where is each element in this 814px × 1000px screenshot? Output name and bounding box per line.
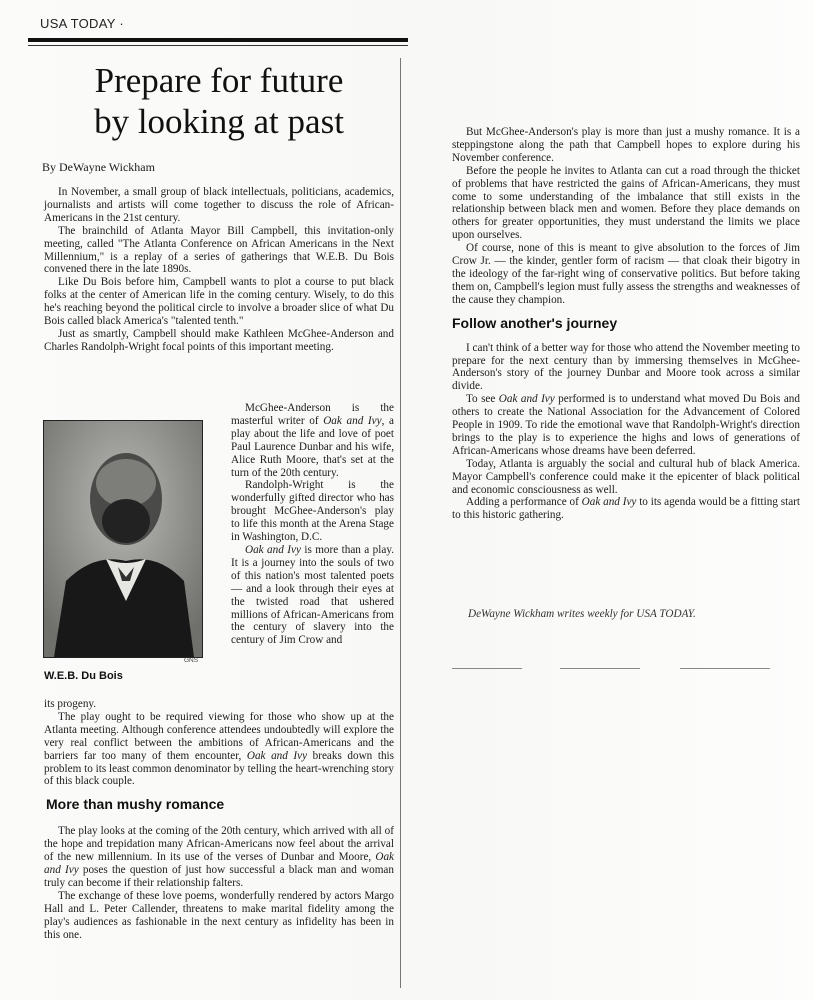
paragraph: Oak and Ivy is more than a play. It is a journey into the souls of two of this nation's most talented poets — and a look through their eyes at the twisted road that ushered millions of African-Americans from the century of slavery into the century of Jim Crow and	[231, 543, 395, 647]
column-2	[452, 126, 800, 522]
paragraph: Randolph-Wright is the wonderfully gifted director who has brought McGhee-Anderson's play to life this month at the Arena Stage in Washington, D.C.	[231, 479, 394, 544]
paragraph: I can't think of a better way for those who attend the November meeting to prepare for the next century than by immersing themselves in McGhee-Anderson's story of the journey Dunbar and Moore took across a similar divide.	[452, 341, 800, 393]
divider-dash	[680, 668, 770, 669]
headline	[44, 60, 394, 142]
author-signoff: DeWayne Wickham writes weekly for USA TODAY.	[468, 608, 696, 620]
column-1-side	[231, 402, 394, 647]
paragraph: its progeny.	[44, 698, 97, 710]
column-divider	[400, 58, 401, 988]
headline-line-1: Prepare for future	[94, 61, 344, 100]
paragraph: To see Oak and Ivy performed is to understand what moved Du Bois and others to create the National Association for the Advancement of Colored People in 1909. To ride the emotional wave that Randolph-Wright's direction brings to the play is to experience the highs and lows of generations of African-Americans whose dreams have been deferred.	[452, 393, 800, 457]
du-bois-photo	[43, 420, 203, 658]
headline-line-2: by looking at past	[94, 102, 344, 141]
paragraph: Like Du Bois before him, Campbell wants to plot a course to put black folks at the center of American life in the coming century. Wisely, to do this he's reaching beyond the political circle to involve a broader slice of what Du Bois called black America's "talented tenth."	[44, 276, 394, 328]
paragraph: The exchange of these love poems, wonderfully rendered by actors Margo Hall and L. Peter Callender, threatens to make marital fidelity among the play's audiences as fashionable in the next century as infidelity has been in this one.	[44, 889, 394, 941]
masthead-rule-thick	[28, 38, 408, 42]
column-1-top	[44, 186, 394, 354]
masthead-rule-thin	[28, 45, 408, 46]
paragraph: But McGhee-Anderson's play is more than just a mushy romance. It is a steppingstone along the path that Campbell hopes to explore during his November conference.	[452, 126, 800, 164]
byline: By DeWayne Wickham	[42, 160, 155, 174]
paragraph: Adding a performance of Oak and Ivy to its agenda would be a fitting start to this historic gathering.	[452, 496, 800, 522]
paragraph: In November, a small group of black intellectuals, politicians, academics, journalists and artists will come together to discuss the role of African-Americans in the 21st century.	[44, 186, 394, 224]
photo-caption: W.E.B. Du Bois	[44, 670, 123, 682]
column-1-lower	[44, 698, 394, 941]
paragraph: The play ought to be required viewing for those who show up at the Atlanta meeting. Although conference attendees undoubtedly will explore the very real conflict between the ambitions of African-Americans and the barriers far too many of them encounter, Oak and Ivy breaks down this problem to its least common denominator by telling the heart-wrenching story of this black couple.	[44, 710, 395, 788]
paragraph: The brainchild of Atlanta Mayor Bill Campbell, this invitation-only meeting, called "The Atlanta Conference on African Americans in the Next Millennium," is a replay of a series of gatherings that W.E.B. Du Bois convened there in the late 1890s.	[44, 224, 394, 276]
subhead-follow-journey: Follow another's journey	[452, 314, 618, 331]
subhead-mushy-romance: More than mushy romance	[46, 796, 225, 813]
paragraph: Today, Atlanta is arguably the social and cultural hub of black America. Mayor Campbell's conference could make it the epicenter of black political and economic consciousness as well.	[452, 457, 800, 496]
divider-dash	[560, 668, 640, 669]
paragraph: Of course, none of this is meant to give absolution to the forces of Jim Crow Jr. — the kinder, gentler form of racism — that cloak their bigotry in the ideology of the far-right wing of conservative politics. But before taking them on, Campbell's legion must fully assess the strengths and weaknesses of the cause they champion.	[452, 242, 800, 306]
masthead: USA TODAY ·	[40, 16, 124, 31]
photo-credit: GNS	[184, 657, 199, 664]
paragraph: McGhee-Anderson is the masterful writer of Oak and Ivy, a play about the life and love of poet Paul Laurence Dunbar and his wife, Alice Ruth Moore, that's set at the turn of the 20th century.	[231, 402, 395, 479]
paragraph: The play looks at the coming of the 20th century, which arrived with all of the hope and trepidation many African-Americans now feel about the arrival of the new millennium. In its use of the verses of Dunbar and Moore, Oak and Ivy poses the question of just how successful a black man and woman truly can become if their relationship falters.	[44, 825, 394, 889]
paragraph: Before the people he invites to Atlanta can cut a road through the thicket of problems that have restricted the gains of African-Americans, they must come to some understanding of the imbalance that still exists in the relationship between black men and women. Before they place demands on others for greater opportunities, they must understand the limits we place upon ourselves.	[452, 164, 800, 242]
paragraph: Just as smartly, Campbell should make Kathleen McGhee-Anderson and Charles Randolph-Wright focal points of this important meeting.	[44, 327, 394, 353]
divider-dash	[452, 668, 522, 669]
